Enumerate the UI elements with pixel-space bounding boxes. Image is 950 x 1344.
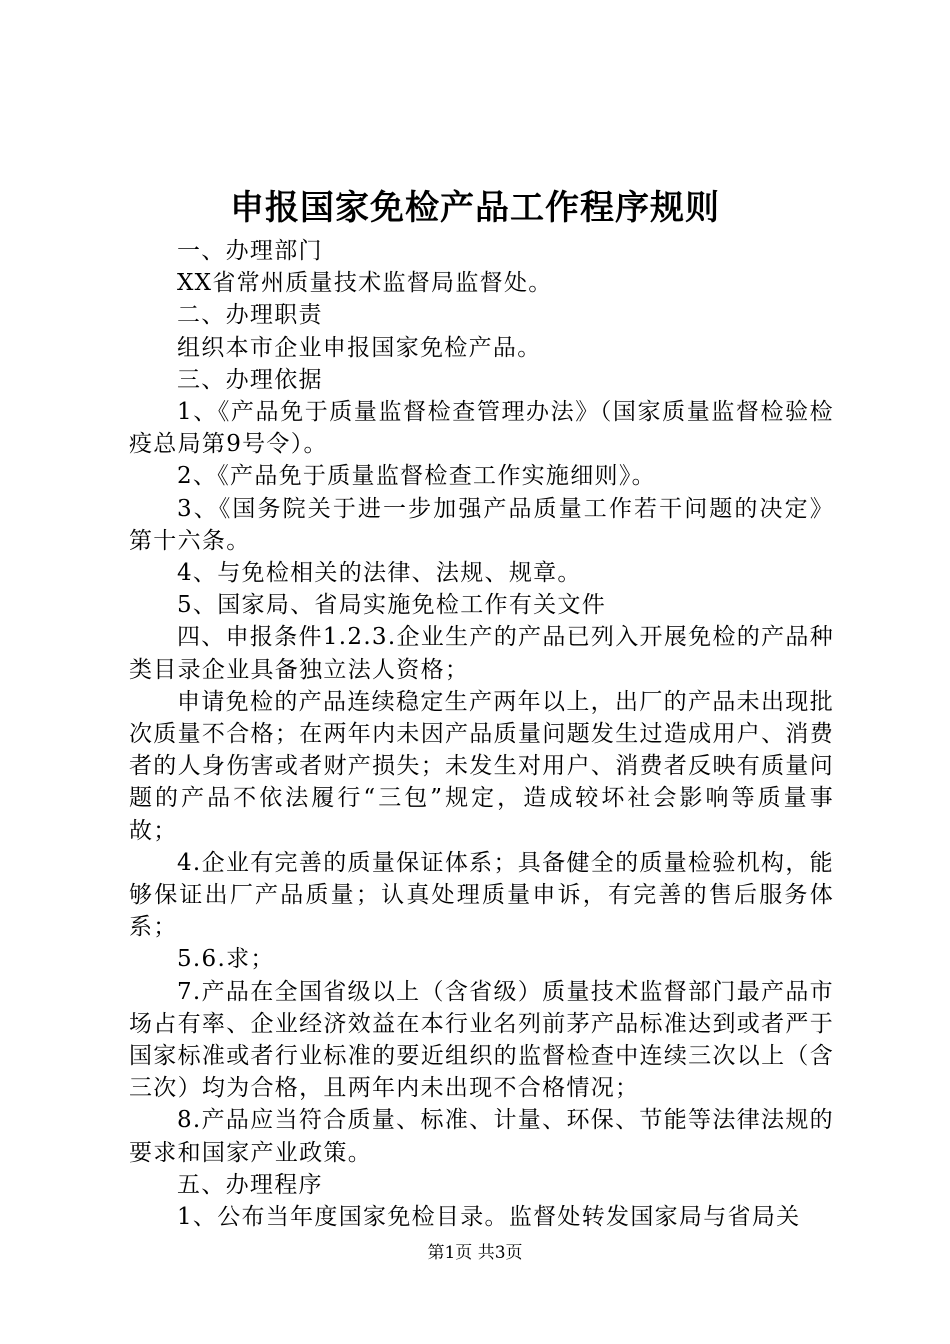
paragraph: 5.6.求；: [177, 946, 275, 973]
paragraph: 8.产品应当符合质量、标准、计量、环保、节能等法律法规的要求和国家产业政策。: [129, 1107, 834, 1166]
paragraph: 二、办理职责: [177, 302, 323, 329]
paragraph: 申请免检的产品连续稳定生产两年以上，出厂的产品未出现批次质量不合格；在两年内未因产品质量问题发生过造成用户、消费者的人身伤害或者财产损失；未发生对用户、消费者反映有质量问题的产品不依法履行“三包”规定，造成较坏社会影响等质量事故；: [129, 688, 834, 844]
paragraph: 一、办理部门: [177, 238, 323, 264]
paragraph: XX省常州质量技术监督局监督处。: [177, 270, 553, 297]
paragraph: 4.企业有完善的质量保证体系；具备健全的质量检验机构，能够保证出厂产品质量；认真处理质量申诉，有完善的售后服务体系；: [129, 849, 834, 941]
paragraph: 1、《产品免于质量监督检查管理办法》（国家质量监督检验检疫总局第9号令）。: [129, 399, 834, 458]
paragraph: 7.产品在全国省级以上（含省级）质量技术监督部门最产品市场占有率、企业经济效益在本行业名列前茅产品标准达到或者严于国家标准或者行业标准的要近组织的监督检查中连续三次以上（含三次）均为合格，且两年内未出现不合格情况；: [129, 978, 834, 1102]
paragraph: 4、与免检相关的法律、法规、规章。: [177, 560, 582, 587]
paragraph: 三、办理依据: [177, 366, 323, 393]
paragraph: 2、《产品免于质量监督检查工作实施细则》。: [177, 463, 656, 490]
paragraph: 1、公布当年度国家免检目录。监督处转发国家局与省局关: [177, 1204, 801, 1231]
document-title: 申报国家免检产品工作程序规则: [230, 188, 720, 228]
paragraph: 五、办理程序: [177, 1171, 323, 1198]
paragraph: 3、《国务院关于进一步加强产品质量工作若干问题的决定》第十六条。: [129, 495, 834, 554]
document-body: [129, 235, 834, 1233]
paragraph: 四、申报条件1.2.3.企业生产的产品已列入开展免检的产品种类目录企业具备独立法人资格；: [129, 624, 834, 683]
paragraph: 5、国家局、省局实施免检工作有关文件: [177, 592, 607, 619]
paragraph: 组织本市企业申报国家免检产品。: [177, 334, 542, 361]
page-footer: 第1页 共3页: [427, 1243, 523, 1263]
